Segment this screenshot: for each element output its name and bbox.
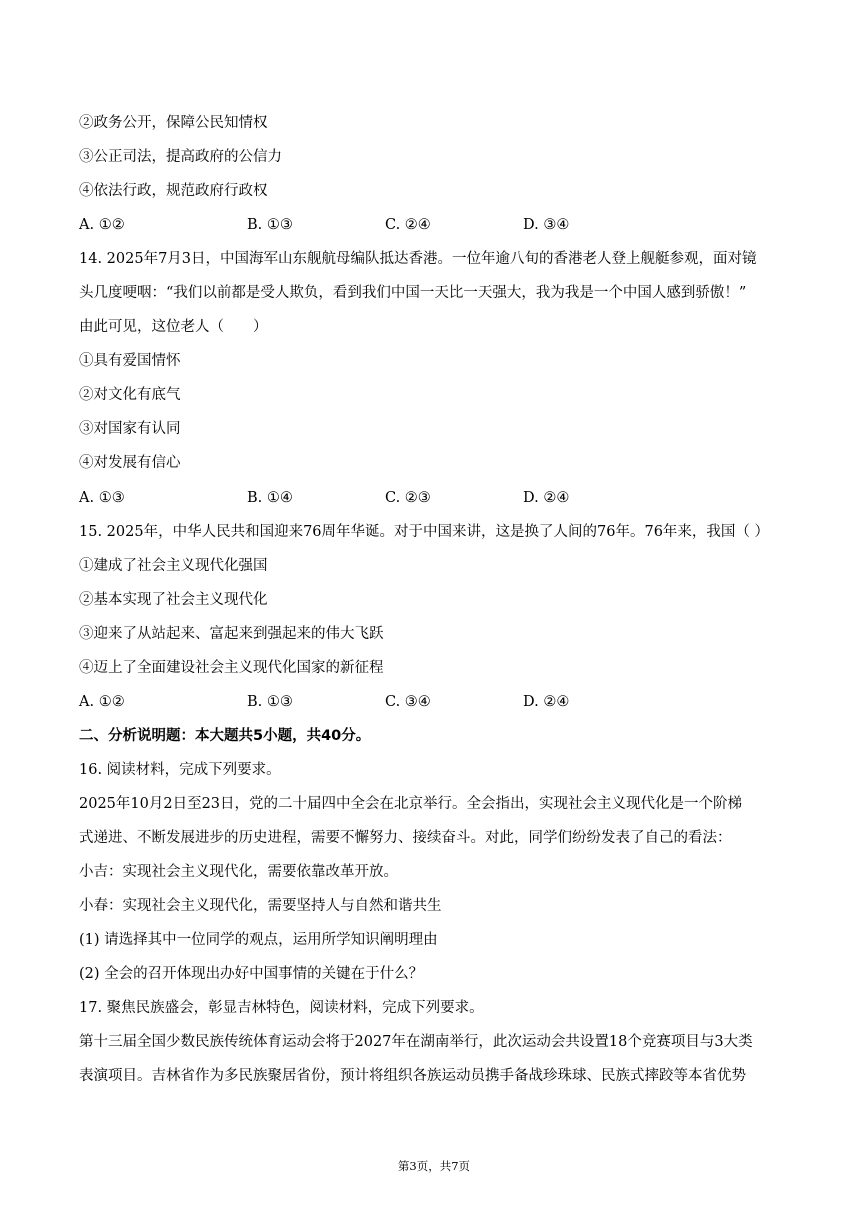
q15-choice-a[interactable]: A. ①② (79, 694, 125, 710)
page-footer: 第3页，共7页 (397, 1159, 471, 1173)
q14-option-2: ②对文化有底气 (79, 387, 181, 403)
q14-option-3: ③对国家有认同 (79, 421, 181, 437)
q13-choice-a[interactable]: A. ①② (79, 217, 125, 233)
q13-option-2: ②政务公开，保障公民知情权 (79, 115, 268, 131)
q15-choice-c[interactable]: C. ③④ (385, 694, 431, 710)
q15-option-4: ④迈上了全面建设社会主义现代化国家的新征程 (79, 660, 384, 676)
q17-material-line-2: 表演项目。吉林省作为多民族聚居省份，预计将组织各族运动员携手备战珍珠球、民族式摔跤等本省优势 (79, 1068, 746, 1084)
q16-material-line-2: 式递进、不断发展进步的历史进程，需要不懈努力、接续奋斗。对此，同学们纷纷发表了自己的看法： (79, 830, 732, 846)
q13-choice-d[interactable]: D. ③④ (523, 217, 570, 233)
q15-option-2: ②基本实现了社会主义现代化 (79, 592, 268, 608)
q14-option-1: ①具有爱国情怀 (79, 353, 181, 369)
q16-subquestion-1: (1) 请选择其中一位同学的观点，运用所学知识阐明理由 (79, 932, 438, 948)
q16-xiaochun-view: 小春：实现社会主义现代化，需要坚持人与自然和谐共生 (79, 898, 442, 914)
q17-title: 17. 聚焦民族盛会，彰显吉林特色，阅读材料，完成下列要求。 (79, 1000, 484, 1016)
q14-option-4: ④对发展有信心 (79, 455, 181, 471)
q14-choice-d[interactable]: D. ②④ (523, 490, 570, 506)
q13-option-4: ④依法行政，规范政府行政权 (79, 183, 268, 199)
q14-stem-line-3: 由此可见，这位老人（ ） (79, 319, 268, 335)
q14-stem-line-1: 14. 2025年7月3日，中国海军山东舰航母编队抵达香港。一位年逾八旬的香港老人登上舰艇参观，面对镜 (79, 251, 757, 267)
q16-material-line-1: 2025年10月2日至23日，党的二十届四中全会在北京举行。全会指出，实现社会主义现代化是一个阶梯 (79, 796, 743, 812)
q15-option-3: ③迎来了从站起来、富起来到强起来的伟大飞跃 (79, 626, 384, 642)
q15-option-1: ①建成了社会主义现代化强国 (79, 558, 268, 574)
q14-choice-b[interactable]: B. ①④ (247, 490, 293, 506)
q14-stem-line-2: 头几度哽咽：“我们以前都是受人欺负，看到我们中国一天比一天强大，我为我是一个中国人感到骄傲！” (79, 285, 747, 301)
q15-stem: 15. 2025年，中华人民共和国迎来76周年华诞。对于中国来讲，这是换了人间的76年。76年来，我国（ ） (79, 524, 770, 540)
q15-choice-b[interactable]: B. ①③ (247, 694, 293, 710)
q16-title: 16. 阅读材料，完成下列要求。 (79, 762, 281, 778)
q16-subquestion-2: (2) 全会的召开体现出办好中国事情的关键在于什么？ (79, 966, 424, 982)
q14-choice-a[interactable]: A. ①③ (79, 490, 125, 506)
q17-material-line-1: 第十三届全国少数民族传统体育运动会将于2027年在湖南举行，此次运动会共设置18个竞赛项目与3大类 (79, 1034, 753, 1050)
q15-choice-d[interactable]: D. ②④ (523, 694, 570, 710)
q16-xiaoji-view: 小吉：实现社会主义现代化，需要依靠改革开放。 (79, 864, 398, 880)
q13-choice-b[interactable]: B. ①③ (247, 217, 293, 233)
q13-option-3: ③公正司法，提高政府的公信力 (79, 149, 282, 165)
section-2-heading: 二、分析说明题：本大题共5小题，共40分。 (79, 728, 371, 744)
q14-choice-c[interactable]: C. ②③ (385, 490, 431, 506)
q13-choice-c[interactable]: C. ②④ (385, 217, 431, 233)
